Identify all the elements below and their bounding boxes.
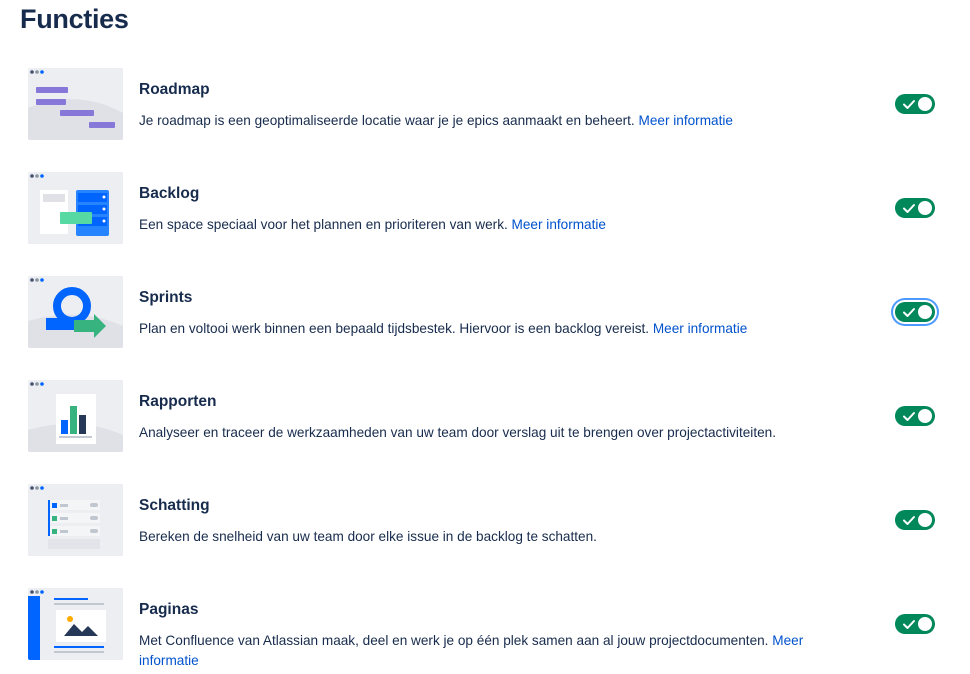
feature-description: Bereken de snelheid van uw team door elke issue in de backlog te schatten. <box>139 529 597 544</box>
page-title: Functies <box>20 4 129 34</box>
feature-title: Rapporten <box>139 393 217 410</box>
feature-title: Sprints <box>139 289 193 306</box>
feature-description: Een space speciaal voor het plannen en prioriteren van werk. Meer informatie <box>139 217 606 232</box>
feature-pages <box>0 588 970 674</box>
feature-title: Backlog <box>139 185 200 202</box>
check-icon <box>902 201 916 215</box>
learn-more-link[interactable]: Meer informatie <box>652 321 748 336</box>
feature-title: Schatting <box>139 497 210 514</box>
learn-more-link[interactable]: Meer informatie <box>511 217 606 232</box>
check-icon <box>902 97 916 111</box>
feature-reports <box>0 380 970 480</box>
feature-description: Je roadmap is een geoptimaliseerde locatie waar je je epics aanmaakt en beheert. Meer informatie <box>139 113 733 128</box>
roadmap-toggle[interactable] <box>895 94 935 114</box>
feature-title: Roadmap <box>139 81 210 98</box>
estimation-illustration <box>28 484 123 556</box>
feature-estimation <box>0 484 970 584</box>
backlog-illustration <box>28 172 123 244</box>
sprints-toggle[interactable] <box>895 302 935 322</box>
feature-description: Met Confluence van Atlassian maak, deel en werk je op één plek samen aan al jouw projectdocumenten. Meer informatie <box>139 633 804 668</box>
learn-more-link[interactable]: Meer informatie <box>638 113 733 128</box>
feature-backlog <box>0 172 970 272</box>
backlog-toggle[interactable] <box>895 198 935 218</box>
estimation-toggle[interactable] <box>895 510 935 530</box>
check-icon <box>902 409 916 423</box>
pages-illustration <box>28 588 123 660</box>
feature-roadmap <box>0 68 970 168</box>
reports-toggle[interactable] <box>895 406 935 426</box>
learn-more-link[interactable]: Meer informatie <box>139 633 804 668</box>
feature-description: Analyseer en traceer de werkzaamheden van uw team door verslag uit te brengen over projectactiviteiten. <box>139 425 776 440</box>
roadmap-illustration <box>28 68 123 140</box>
check-icon <box>902 617 916 631</box>
check-icon <box>902 513 916 527</box>
check-icon <box>902 305 916 319</box>
feature-description: Plan en voltooi werk binnen een bepaald tijdsbestek. Hiervoor is een backlog vereist. Meer informatie <box>139 321 748 336</box>
pages-toggle[interactable] <box>895 614 935 634</box>
reports-illustration <box>28 380 123 452</box>
feature-title: Paginas <box>139 601 199 618</box>
sprints-illustration <box>28 276 123 348</box>
feature-sprints <box>0 276 970 376</box>
